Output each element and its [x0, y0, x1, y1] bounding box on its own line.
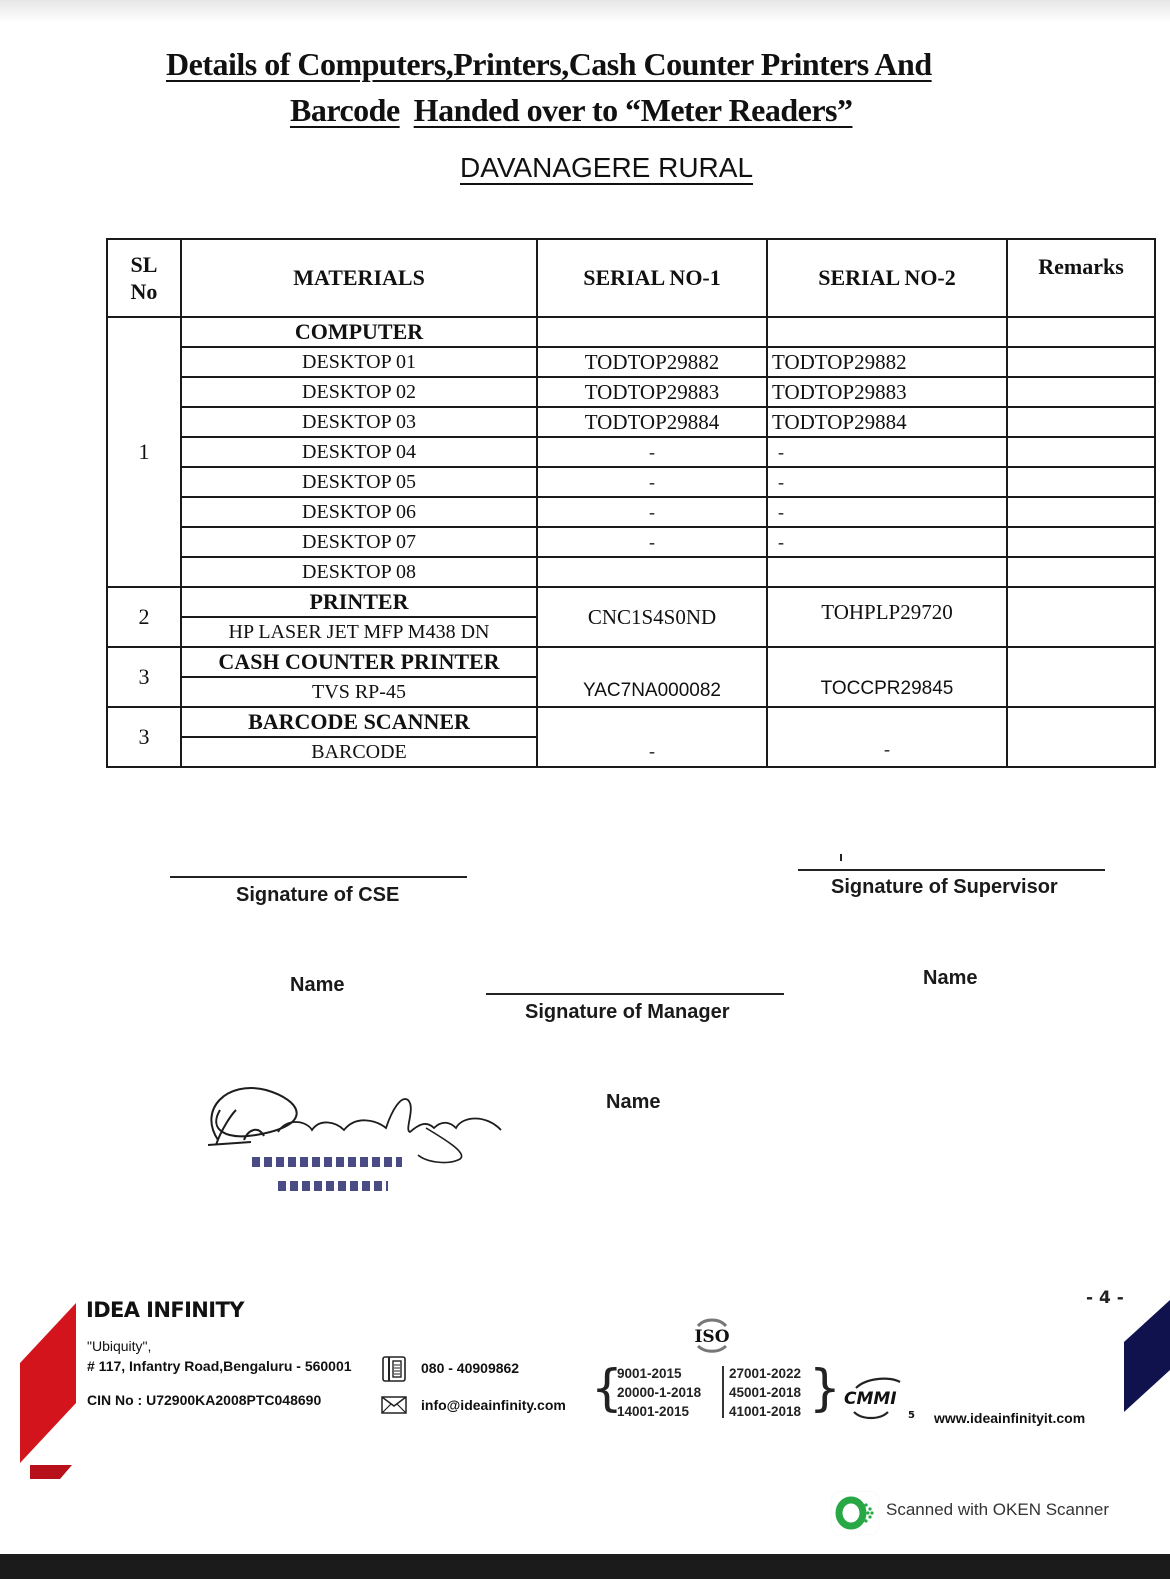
iso-cert: 20000-1-2018: [617, 1385, 702, 1400]
table-row: [107, 407, 1155, 437]
tick-mark: [840, 854, 842, 861]
group-cell: COMPUTER: [181, 317, 537, 347]
table-row: [107, 347, 1155, 377]
table-row: [107, 557, 1155, 587]
brace-right-icon: }: [809, 1359, 841, 1417]
serial-2-cell: TOHPLP29720: [767, 587, 1007, 647]
group-cell: PRINTER: [181, 587, 537, 617]
website-link[interactable]: www.ideainfinityit.com: [934, 1410, 1086, 1426]
material-cell: HP LASER JET MFP M438 DN: [181, 617, 537, 647]
title-text-1: Details of Computers,Printers,Cash Counter Printers And: [166, 46, 932, 82]
serial-1-cell: TODTOP29882: [537, 347, 767, 377]
manager-signature-label: Signature of Manager: [525, 1001, 730, 1023]
iso-logo-text: ISO: [694, 1327, 730, 1347]
iso-list-right: [729, 1364, 801, 1421]
serial-1-cell: -: [537, 527, 767, 557]
header-sl-no: SL No: [107, 239, 181, 317]
material-cell: TVS RP-45: [181, 677, 537, 707]
oken-scanner-icon: [832, 1492, 878, 1534]
header-remarks: Remarks: [1007, 239, 1155, 317]
cmmi-logo-icon: [840, 1374, 920, 1424]
serial-1-cell: [537, 557, 767, 587]
title-text-2a: Barcode: [290, 92, 400, 128]
table-row: [107, 707, 1155, 737]
sl-cell: 1: [107, 317, 181, 587]
scanned-with-watermark: Scanned with OKEN Scanner: [886, 1500, 1110, 1519]
header-serial-1: SERIAL NO-1: [537, 239, 767, 317]
remarks-cell: [1007, 527, 1155, 557]
page-number: - 4 -: [1086, 1288, 1124, 1308]
table-row: [107, 317, 1155, 347]
table-header-row: [107, 239, 1155, 317]
table-row: [107, 587, 1155, 617]
phone-number: 080 - 40909862: [421, 1360, 520, 1376]
manager-name-label: Name: [606, 1091, 661, 1113]
phone-icon: [382, 1356, 406, 1382]
material-cell: DESKTOP 05: [181, 467, 537, 497]
email-address: info@ideainfinity.com: [421, 1397, 566, 1413]
serial-1-cell: -: [537, 497, 767, 527]
material-cell: DESKTOP 03: [181, 407, 537, 437]
handwritten-signature: [196, 1070, 516, 1210]
serial-1-cell: -: [537, 467, 767, 497]
table-row: [107, 437, 1155, 467]
serial-1-cell: YAC7NA000082: [537, 647, 767, 707]
serial-2-cell: TODTOP29884: [767, 407, 1007, 437]
material-cell: DESKTOP 08: [181, 557, 537, 587]
group-cell: CASH COUNTER PRINTER: [181, 647, 537, 677]
iso-certifications: [591, 1359, 841, 1422]
mail-icon: [381, 1396, 407, 1414]
cse-signature-line: [170, 876, 467, 878]
iso-cert: 9001-2015: [617, 1366, 682, 1381]
table-row: [107, 377, 1155, 407]
supervisor-name-label: Name: [923, 967, 978, 989]
company-name: IDEA INFINITY: [86, 1298, 244, 1322]
brace-left-icon: {: [591, 1359, 623, 1417]
iso-cert: 41001-2018: [729, 1404, 802, 1419]
iso-cert: 45001-2018: [729, 1385, 802, 1400]
serial-2-cell: TODTOP29883: [767, 377, 1007, 407]
address-line-2: # 117, Infantry Road,Bengaluru - 560001: [87, 1358, 352, 1374]
material-cell: DESKTOP 04: [181, 437, 537, 467]
remarks-cell: [1007, 497, 1155, 527]
remarks-cell: [1007, 317, 1155, 347]
document-subtitle: DAVANAGERE RURAL: [460, 152, 754, 183]
iso-list-left: [617, 1364, 701, 1421]
group-cell: BARCODE SCANNER: [181, 707, 537, 737]
cmmi-text: CMMI: [844, 1389, 897, 1409]
oken-scanner-badge: [832, 1492, 878, 1534]
cmmi-level: 5: [908, 1410, 915, 1421]
serial-1-cell: -: [537, 707, 767, 767]
remarks-cell: [1007, 467, 1155, 497]
supervisor-signature-line: [798, 869, 1105, 871]
material-cell: DESKTOP 07: [181, 527, 537, 557]
table-row: [107, 497, 1155, 527]
serial-2-cell: [767, 317, 1007, 347]
header-materials: MATERIALS: [181, 239, 537, 317]
serial-2-cell: -: [767, 437, 1007, 467]
material-cell: DESKTOP 06: [181, 497, 537, 527]
table-row: [107, 647, 1155, 677]
table-row: [107, 467, 1155, 497]
sl-cell: 3: [107, 647, 181, 707]
serial-1-cell: TODTOP29883: [537, 377, 767, 407]
brand-navy-parallelogram: [1124, 1300, 1170, 1412]
cin-number: CIN No : U72900KA2008PTC048690: [87, 1392, 322, 1408]
iso-cert: 27001-2022: [729, 1366, 802, 1381]
iso-logo-icon: [690, 1316, 734, 1354]
remarks-cell: [1007, 377, 1155, 407]
document-title-line-1: [166, 46, 1086, 83]
table-row: [107, 527, 1155, 557]
remarks-cell: [1007, 647, 1155, 707]
serial-1-cell: CNC1S4S0ND: [537, 587, 767, 647]
cse-name-label: Name: [290, 974, 345, 996]
serial-2-cell: -: [767, 497, 1007, 527]
material-cell: BARCODE: [181, 737, 537, 767]
sl-cell: 2: [107, 587, 181, 647]
serial-1-cell: TODTOP29884: [537, 407, 767, 437]
remarks-cell: [1007, 587, 1155, 647]
bottom-bar: [0, 1554, 1170, 1579]
material-cell: DESKTOP 02: [181, 377, 537, 407]
serial-2-cell: [767, 557, 1007, 587]
materials-table: [106, 238, 1154, 768]
manager-signature-line: [486, 993, 784, 995]
sl-cell: 3: [107, 707, 181, 767]
serial-2-cell: -: [767, 467, 1007, 497]
serial-1-cell: -: [537, 437, 767, 467]
remarks-cell: [1007, 557, 1155, 587]
title-text-2b: Handed over to “Meter Readers”: [413, 92, 853, 128]
material-cell: DESKTOP 01: [181, 347, 537, 377]
brand-red-parallelogram: [20, 1303, 76, 1463]
supervisor-signature-label: Signature of Supervisor: [831, 876, 1058, 898]
document-title-line-2: [290, 92, 970, 129]
remarks-cell: [1007, 707, 1155, 767]
iso-cert: 14001-2015: [617, 1404, 690, 1419]
remarks-cell: [1007, 347, 1155, 377]
serial-2-cell: -: [767, 707, 1007, 767]
serial-2-cell: -: [767, 527, 1007, 557]
address-line-1: "Ubiquity",: [87, 1338, 152, 1354]
header-serial-2: SERIAL NO-2: [767, 239, 1007, 317]
iso-divider: [722, 1366, 724, 1418]
cse-signature-label: Signature of CSE: [236, 884, 400, 906]
serial-2-cell: TODTOP29882: [767, 347, 1007, 377]
brand-red-strip: [30, 1465, 72, 1479]
remarks-cell: [1007, 437, 1155, 467]
serial-1-cell: [537, 317, 767, 347]
serial-2-cell: TOCCPR29845: [767, 647, 1007, 707]
remarks-cell: [1007, 407, 1155, 437]
